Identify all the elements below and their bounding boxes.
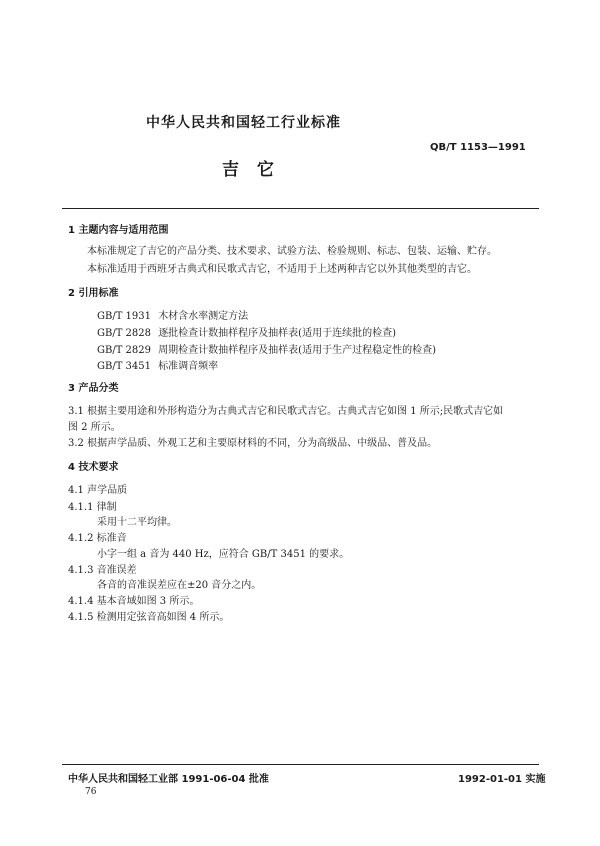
reference-code: GB/T 2828	[97, 328, 152, 339]
footer-rule	[62, 764, 539, 765]
standard-code: QB/T 1153—1991	[430, 142, 526, 153]
clause-4-1-4: 4.1.4 基本音域如图 3 所示。	[68, 596, 200, 607]
reference-item	[97, 357, 218, 372]
header-rule	[62, 208, 539, 209]
reference-title: 木材含水率测定方法	[158, 311, 249, 322]
reference-code: GB/T 3451	[97, 361, 152, 372]
section-1-heading: 1 主题内容与适用范围	[68, 225, 169, 236]
approval-line: 中华人民共和国轻工业部 1991-06-04 批准	[68, 774, 269, 785]
clause-4-1-1-text: 采用十二平均律。	[97, 517, 177, 528]
org-title: 中华人民共和国轻工行业标准	[146, 115, 341, 131]
section-3-heading: 3 产品分类	[68, 383, 119, 394]
clause-4-1-3-text: 各音的音准误差应在±20 音分之内。	[97, 580, 262, 591]
reference-code: GB/T 2829	[97, 345, 152, 356]
section-1-paragraph-1: 本标准规定了吉它的产品分类、技术要求、试验方法、检验规则、标志、包装、运输、贮存。	[87, 246, 497, 257]
clause-4-1-3: 4.1.3 音准误差	[68, 565, 137, 576]
clause-4-1: 4.1 声学品质	[68, 485, 128, 496]
section-4-heading: 4 技术要求	[68, 462, 119, 473]
clause-4-1-2: 4.1.2 标准音	[68, 533, 127, 544]
reference-title: 标准调音频率	[158, 361, 219, 372]
page-number: 76	[85, 787, 97, 797]
clause-3-1-line-2: 图 2 所示。	[68, 422, 121, 433]
reference-item	[97, 307, 248, 322]
reference-item	[97, 341, 436, 356]
section-1-paragraph-2: 本标准适用于西班牙古典式和民歌式吉它，不适用于上述两种吉它以外其他类型的吉它。	[87, 264, 477, 275]
reference-item	[97, 324, 396, 339]
implementation-date: 1992-01-01 实施	[458, 774, 546, 785]
clause-3-2: 3.2 根据声学品质、外观工艺和主要原材料的不同，分为高级品、中级品、普及品。	[68, 438, 438, 449]
clause-4-1-5: 4.1.5 检测用定弦音高如图 4 所示。	[68, 612, 230, 623]
reference-title: 周期检查计数抽样程序及抽样表(适用于生产过程稳定性的检查)	[158, 345, 436, 356]
section-2-heading: 2 引用标准	[68, 288, 119, 299]
reference-code: GB/T 1931	[97, 311, 152, 322]
clause-3-1-line-1: 3.1 根据主要用途和外形构造分为古典式吉它和民歌式吉它。古典式吉它如图 1 所示;民歌式吉它如	[68, 406, 504, 417]
document-title: 吉 它	[222, 160, 280, 180]
clause-4-1-2-text: 小字一组 a 音为 440 Hz，应符合 GB/T 3451 的要求。	[97, 549, 350, 560]
reference-title: 逐批检查计数抽样程序及抽样表(适用于连续批的检查)	[158, 328, 396, 339]
clause-4-1-1: 4.1.1 律制	[68, 502, 117, 513]
